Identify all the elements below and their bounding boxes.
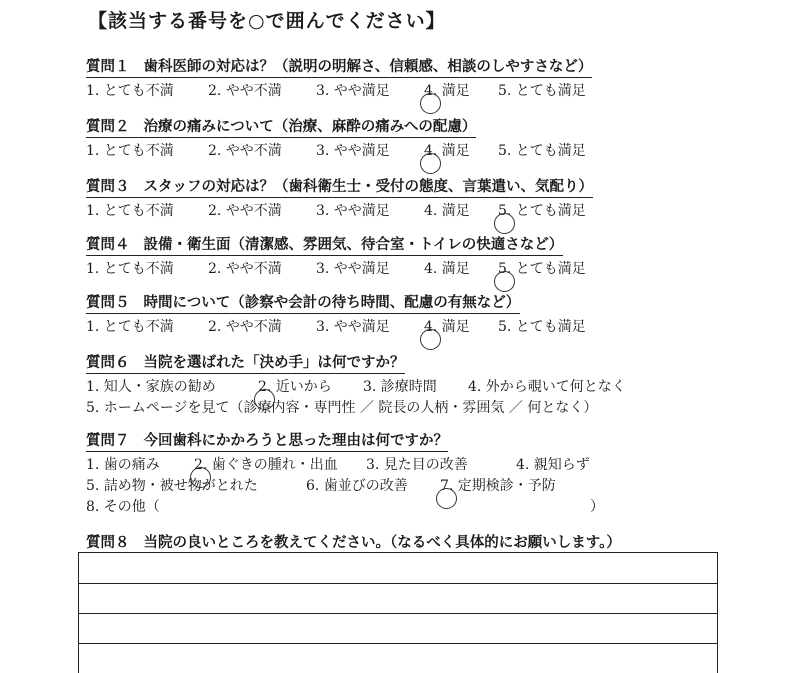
scale-option-2[interactable]: 2. やや不満 <box>208 83 282 99</box>
scale-option-3[interactable]: 3. やや満足 <box>316 143 390 159</box>
answer-line <box>79 643 717 644</box>
scale-option-1[interactable]: 1. とても不満 <box>86 319 174 335</box>
scale-option-2[interactable]: 2. やや不満 <box>208 319 282 335</box>
scale-option-1[interactable]: 1. とても不満 <box>86 143 174 159</box>
q6-option-1[interactable]: 1. 知人・家族の勧め <box>86 379 216 395</box>
question-3 <box>86 176 593 219</box>
scale-option-1[interactable]: 1. とても不満 <box>86 83 174 99</box>
scale-option-1[interactable]: 1. とても不満 <box>86 203 174 219</box>
question-7-options-row-2 <box>86 473 556 494</box>
q7-option-3[interactable]: 3. 見た目の改善 <box>366 457 468 473</box>
question-7-heading <box>86 433 448 452</box>
question-6-options-row-1 <box>86 374 626 395</box>
question-number: 質問３ <box>86 179 130 195</box>
question-text: 設備・衛生面（清潔感、雰囲気、待合室・トイレの快適さなど） <box>143 237 564 253</box>
q6-option-2[interactable]: 2. 近いから <box>258 376 332 396</box>
question-7-options-row-3 <box>86 494 604 515</box>
question-number: 質問１ <box>86 59 130 75</box>
scale-options-row <box>86 256 586 277</box>
question-8 <box>86 532 621 553</box>
question-7-text: 今回歯科にかかろうと思った理由は何ですか？ <box>143 433 448 449</box>
scale-option-5[interactable]: 5. とても満足 <box>498 83 586 99</box>
question-7-number: 質問７ <box>86 433 130 449</box>
question-7-options-row-1 <box>86 452 590 473</box>
question-3-heading <box>86 179 593 198</box>
scale-option-2[interactable]: 2. やや不満 <box>208 143 282 159</box>
question-8-number: 質問８ <box>86 535 130 551</box>
q7-option-6[interactable]: 6. 歯並びの改善 <box>306 478 408 494</box>
scale-option-4[interactable]: 4. 満足 <box>424 140 470 160</box>
scale-option-3[interactable]: 3. やや満足 <box>316 319 390 335</box>
free-answer-box[interactable] <box>78 552 718 673</box>
question-8-text: 当院の良いところを教えてください。（なるべく具体的にお願いします。） <box>143 535 621 551</box>
q7-option-1[interactable]: 1. 歯の痛み <box>86 457 160 473</box>
question-4 <box>86 234 586 277</box>
question-6-options-row-2 <box>86 395 598 416</box>
question-text: 治療の痛みについて（治療、麻酔の痛みへの配慮） <box>143 119 477 135</box>
q7-option-5[interactable]: 5. 詰め物・被せ物がとれた <box>86 478 258 494</box>
q7-option-8-close: ） <box>590 499 604 515</box>
question-5-heading <box>86 295 520 314</box>
scale-option-1[interactable]: 1. とても不満 <box>86 261 174 277</box>
question-1-heading <box>86 59 592 78</box>
question-6-text: 当院を選ばれた「決め手」は何ですか？ <box>143 355 405 371</box>
question-number: 質問４ <box>86 237 130 253</box>
scale-option-4[interactable]: 4. 満足 <box>424 316 470 336</box>
q7-option-8[interactable]: 8. その他（ <box>86 499 160 515</box>
scale-option-5[interactable]: 5. とても満足 <box>498 258 586 278</box>
question-2 <box>86 116 586 159</box>
scale-option-5[interactable]: 5. とても満足 <box>498 319 586 335</box>
scale-option-3[interactable]: 3. やや満足 <box>316 261 390 277</box>
answer-line <box>79 613 717 614</box>
q7-option-2[interactable]: 2. 歯ぐきの腫れ・出血 <box>194 454 338 474</box>
question-1 <box>86 56 592 99</box>
question-2-heading <box>86 119 476 138</box>
question-text: スタッフの対応は？（歯科衛生士・受付の態度、言葉遣い、気配り） <box>143 179 593 195</box>
scale-option-3[interactable]: 3. やや満足 <box>316 203 390 219</box>
scale-option-5[interactable]: 5. とても満足 <box>498 200 586 220</box>
answer-line <box>79 583 717 584</box>
scale-option-2[interactable]: 2. やや不満 <box>208 203 282 219</box>
scale-options-row <box>86 138 586 159</box>
question-6 <box>86 352 626 416</box>
q6-option-3[interactable]: 3. 診療時間 <box>363 379 437 395</box>
scale-options-row <box>86 198 593 219</box>
q7-option-7[interactable]: 7. 定期検診・予防 <box>440 475 556 495</box>
question-text: 時間について（診察や会計の待ち時間、配慮の有無など） <box>143 295 521 311</box>
scale-option-4[interactable]: 4. 満足 <box>424 203 470 219</box>
question-6-heading <box>86 355 405 374</box>
scale-option-3[interactable]: 3. やや満足 <box>316 83 390 99</box>
scale-option-2[interactable]: 2. やや不満 <box>208 261 282 277</box>
q6-option-5[interactable]: 5. ホームページを見て（診療内容・専門性 ／ 院長の人柄・雰囲気 ／ 何となく） <box>86 400 598 416</box>
question-5 <box>86 292 586 335</box>
page-title: 【該当する番号を○で囲んでください】 <box>88 10 446 32</box>
scale-options-row <box>86 314 586 335</box>
scale-options-row <box>86 78 592 99</box>
question-text: 歯科医師の対応は？（説明の明解さ、信頼感、相談のしやすさなど） <box>143 59 593 75</box>
q7-option-4[interactable]: 4. 親知らず <box>516 457 590 473</box>
question-number: 質問２ <box>86 119 130 135</box>
question-6-number: 質問６ <box>86 355 130 371</box>
scale-option-5[interactable]: 5. とても満足 <box>498 143 586 159</box>
question-4-heading <box>86 237 563 256</box>
q6-option-4[interactable]: 4. 外から覗いて何となく <box>468 379 626 395</box>
question-number: 質問５ <box>86 295 130 311</box>
question-8-heading <box>86 535 621 553</box>
scale-option-4[interactable]: 4. 満足 <box>424 261 470 277</box>
question-7 <box>86 430 604 515</box>
scale-option-4[interactable]: 4. 満足 <box>424 80 470 100</box>
